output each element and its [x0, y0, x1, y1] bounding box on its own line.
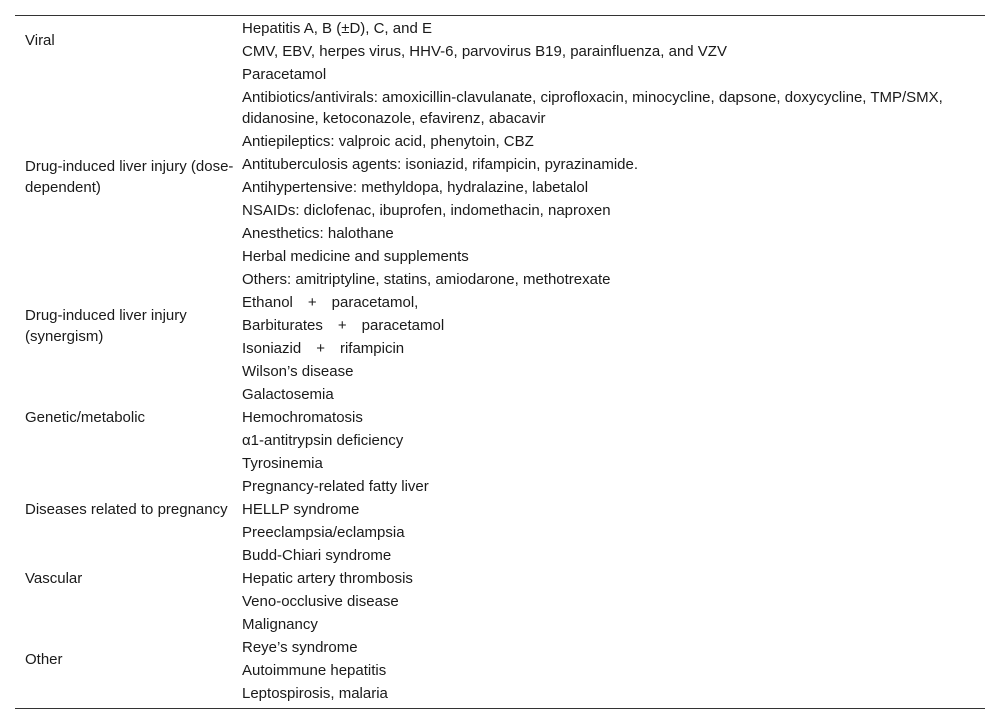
list-item: Herbal medicine and supplements [242, 248, 469, 265]
list-item: Budd-Chiari syndrome [242, 547, 392, 564]
list-item: Reye’s syndrome [242, 639, 358, 656]
list-item: Wilson’s disease [242, 363, 354, 380]
list-item: Antiepileptics: valproic acid, phenytoin, CBZ [242, 133, 534, 150]
list-item: Galactosemia [242, 386, 334, 403]
item-list [242, 63, 985, 291]
item-list [242, 544, 985, 613]
list-item: Pregnancy-related fatty liver [242, 478, 429, 495]
category-label: Other [25, 650, 63, 668]
category-label: Vascular [25, 570, 83, 587]
table-group-viral [15, 17, 985, 63]
list-item: Antibiotics/antivirals: amoxicillin-clavulanate, ciprofloxacin, minocycline, dapsone, doxycycline, TMP/SMX, didanosine, ketoconazole, efavirenz, abacavir [242, 89, 943, 127]
item-list [242, 360, 985, 475]
list-item: Anesthetics: halothane [242, 225, 394, 242]
item-list [242, 475, 985, 544]
list-item: Autoimmune hepatitis [242, 662, 387, 679]
item-list [242, 17, 985, 63]
list-item: Tyrosinemia [242, 455, 323, 472]
list-item: Malignancy [242, 616, 318, 633]
category-label: Genetic/metabolic [25, 409, 146, 426]
list-item: Others: amitriptyline, statins, amiodarone, methotrexate [242, 271, 611, 288]
item-list [242, 613, 985, 705]
category-label: Drug-induced liver injury (dose-dependent) [25, 158, 234, 196]
list-item: Hepatic artery thrombosis [242, 570, 413, 587]
item-list [242, 291, 985, 360]
table-group-vascular [15, 544, 985, 613]
list-item: Leptospirosis, malaria [242, 685, 388, 702]
list-item: Veno-occlusive disease [242, 593, 399, 610]
list-item: Antituberculosis agents: isoniazid, rifampicin, pyrazinamide. [242, 156, 639, 173]
table-group-pregnancy [15, 475, 985, 544]
list-item: HELLP syndrome [242, 501, 360, 518]
list-item: NSAIDs: diclofenac, ibuprofen, indomethacin, naproxen [242, 202, 611, 219]
category-label: Diseases related to pregnancy [25, 501, 228, 518]
list-item: Hepatitis A, B (±D), C, and E [242, 20, 432, 37]
table-group-drug-dose-dependent [15, 63, 985, 291]
etiology-table [15, 15, 985, 709]
list-item: Paracetamol [242, 66, 327, 83]
list-item: Barbiturates + paracetamol [242, 317, 445, 334]
list-item: CMV, EBV, herpes virus, HHV-6, parvovirus B19, parainfluenza, and VZV [242, 43, 727, 60]
list-item: Isoniazid + rifampicin [242, 340, 405, 357]
list-item: Ethanol + paracetamol, [242, 294, 419, 311]
table-group-drug-synergism [15, 291, 985, 360]
list-item: Preeclampsia/eclampsia [242, 524, 405, 541]
list-item: Antihypertensive: methyldopa, hydralazine, labetalol [242, 179, 589, 196]
list-item: α1-antitrypsin deficiency [242, 432, 404, 449]
list-item: Hemochromatosis [242, 409, 363, 426]
category-label: Drug-induced liver injury (synergism) [25, 306, 187, 345]
category-label: Viral [25, 31, 55, 49]
table-group-genetic-metabolic [15, 360, 985, 475]
table-group-other [15, 613, 985, 705]
